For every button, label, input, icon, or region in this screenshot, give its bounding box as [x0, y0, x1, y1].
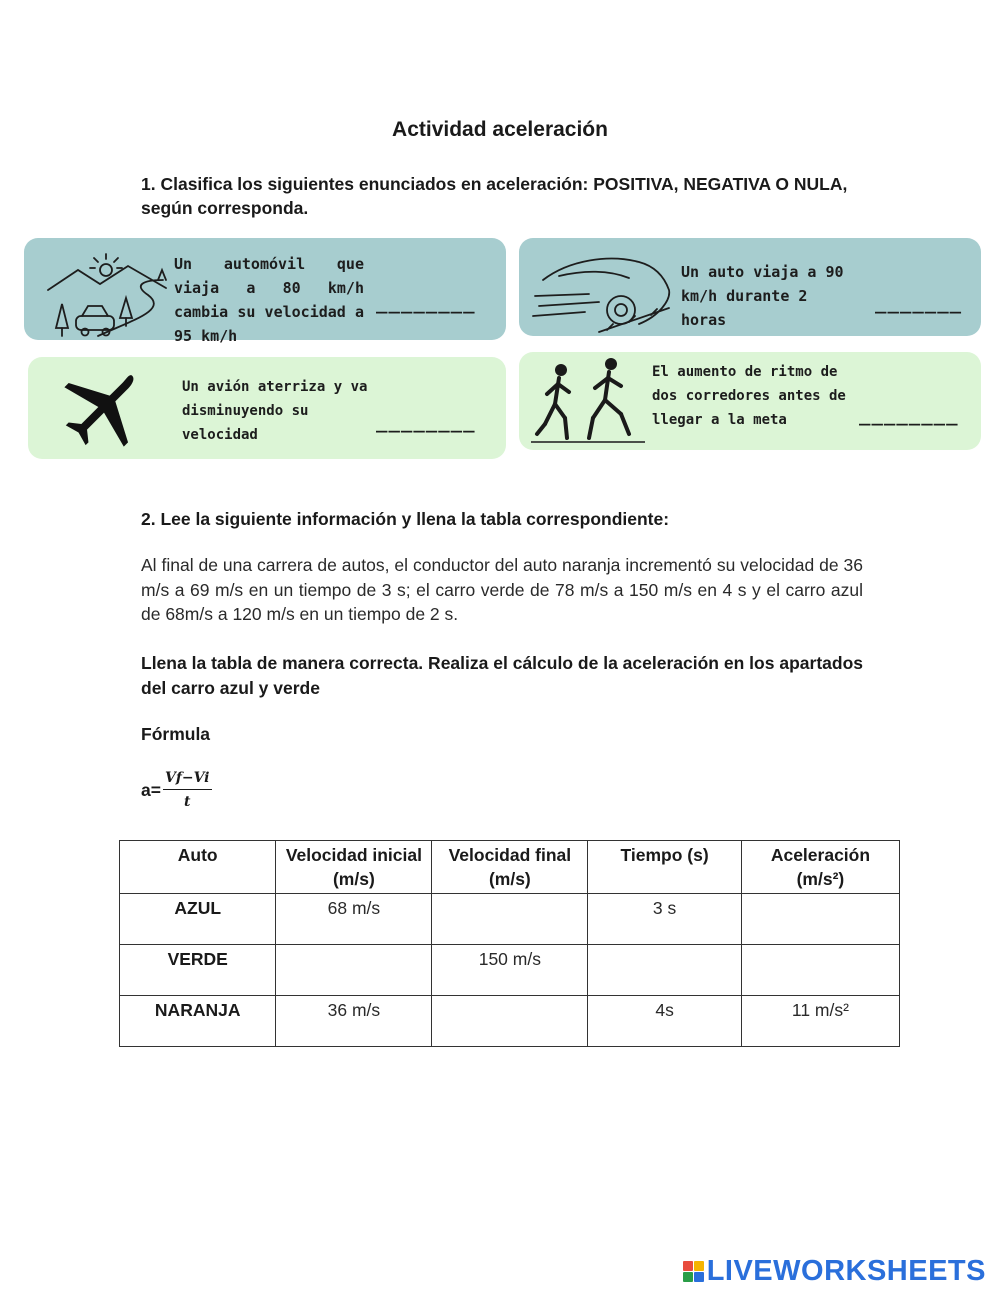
card-text: Un automóvil que viaja a 80 km/h cambia su velocidad a 95 km/h	[174, 255, 364, 345]
statement-card-1	[24, 238, 506, 345]
cell-initial-velocity: 36 m/s	[276, 996, 432, 1047]
formula-fraction	[163, 770, 212, 810]
cell-acceleration[interactable]	[741, 945, 899, 996]
header-acceleration: Aceleración (m/s²)	[741, 841, 899, 894]
cell-final-velocity[interactable]	[432, 894, 588, 945]
formula	[141, 770, 212, 810]
logo-square	[694, 1261, 704, 1271]
cell-initial-velocity[interactable]	[276, 945, 432, 996]
header-final-velocity: Velocidad final (m/s)	[432, 841, 588, 894]
answer-blank[interactable]: _______	[875, 292, 963, 314]
card-text: Un auto viaja a 90 km/h durante 2 horas	[681, 263, 844, 329]
sports-car-icon	[529, 240, 679, 336]
logo-text: LIVEWORKSHEETS	[706, 1255, 986, 1287]
cell-initial-velocity: 68 m/s	[276, 894, 432, 945]
question-2: 2. Lee la siguiente información y llena la tabla correspondiente:	[141, 509, 670, 529]
cell-time: 4s	[588, 996, 742, 1047]
logo-square	[683, 1272, 693, 1282]
page-title: Actividad aceleración	[392, 118, 608, 141]
statement-card-2	[519, 238, 981, 336]
formula-numerator: Vf−Vi	[163, 770, 212, 790]
table-header-row	[120, 841, 900, 894]
cell-final-velocity: 150 m/s	[432, 945, 588, 996]
statement-card-4	[519, 352, 981, 450]
header-initial-velocity: Velocidad inicial (m/s)	[276, 841, 432, 894]
answer-blank[interactable]: ________	[376, 411, 476, 433]
header-auto: Auto	[120, 841, 276, 894]
formula-lhs: a=	[141, 779, 161, 800]
answer-blank[interactable]: ________	[859, 404, 959, 426]
formula-label: Fórmula	[141, 724, 211, 744]
answer-blank[interactable]: ________	[376, 292, 476, 314]
card-text: El aumento de ritmo de dos corredores antes de llegar a la meta	[652, 364, 846, 428]
header-time: Tiempo (s)	[588, 841, 742, 894]
formula-denominator: t	[184, 794, 191, 810]
airplane-icon	[54, 359, 154, 455]
liveworksheets-logo[interactable]	[683, 1255, 986, 1288]
card-text: Un avión aterriza y va disminuyendo su velocidad	[182, 379, 368, 443]
table-row	[120, 894, 900, 945]
row-label: AZUL	[120, 894, 276, 945]
row-label: NARANJA	[120, 996, 276, 1047]
instruction: Llena la tabla de manera correcta. Realiza el cálculo de la aceleración en los apartados del carro azul y verde	[141, 653, 863, 698]
cell-acceleration: 11 m/s²	[741, 996, 899, 1047]
problem-paragraph: Al final de una carrera de autos, el conductor del auto naranja incrementó su velocidad de 36 m/s a 69 m/s en un tiempo de 3 s; el carro verde de 78 m/s a 150 m/s en 4 s y el carro azul de 68m/s a 120 m/s en un tiempo de 2 s.	[141, 555, 863, 624]
cell-time: 3 s	[588, 894, 742, 945]
cell-final-velocity[interactable]	[432, 996, 588, 1047]
car-landscape-icon	[38, 240, 178, 340]
cell-acceleration[interactable]	[741, 894, 899, 945]
logo-square	[694, 1272, 704, 1282]
question-1: 1. Clasifica los siguientes enunciados en aceleración: POSITIVA, NEGATIVA O NULA, según corresponda.	[141, 174, 848, 218]
table-row	[120, 945, 900, 996]
logo-square	[683, 1261, 693, 1271]
cell-time[interactable]	[588, 945, 742, 996]
acceleration-table	[119, 840, 900, 1047]
row-label: VERDE	[120, 945, 276, 996]
statement-card-3	[28, 357, 506, 459]
logo-icon	[683, 1261, 704, 1282]
table-row	[120, 996, 900, 1047]
runners-icon	[529, 352, 649, 448]
